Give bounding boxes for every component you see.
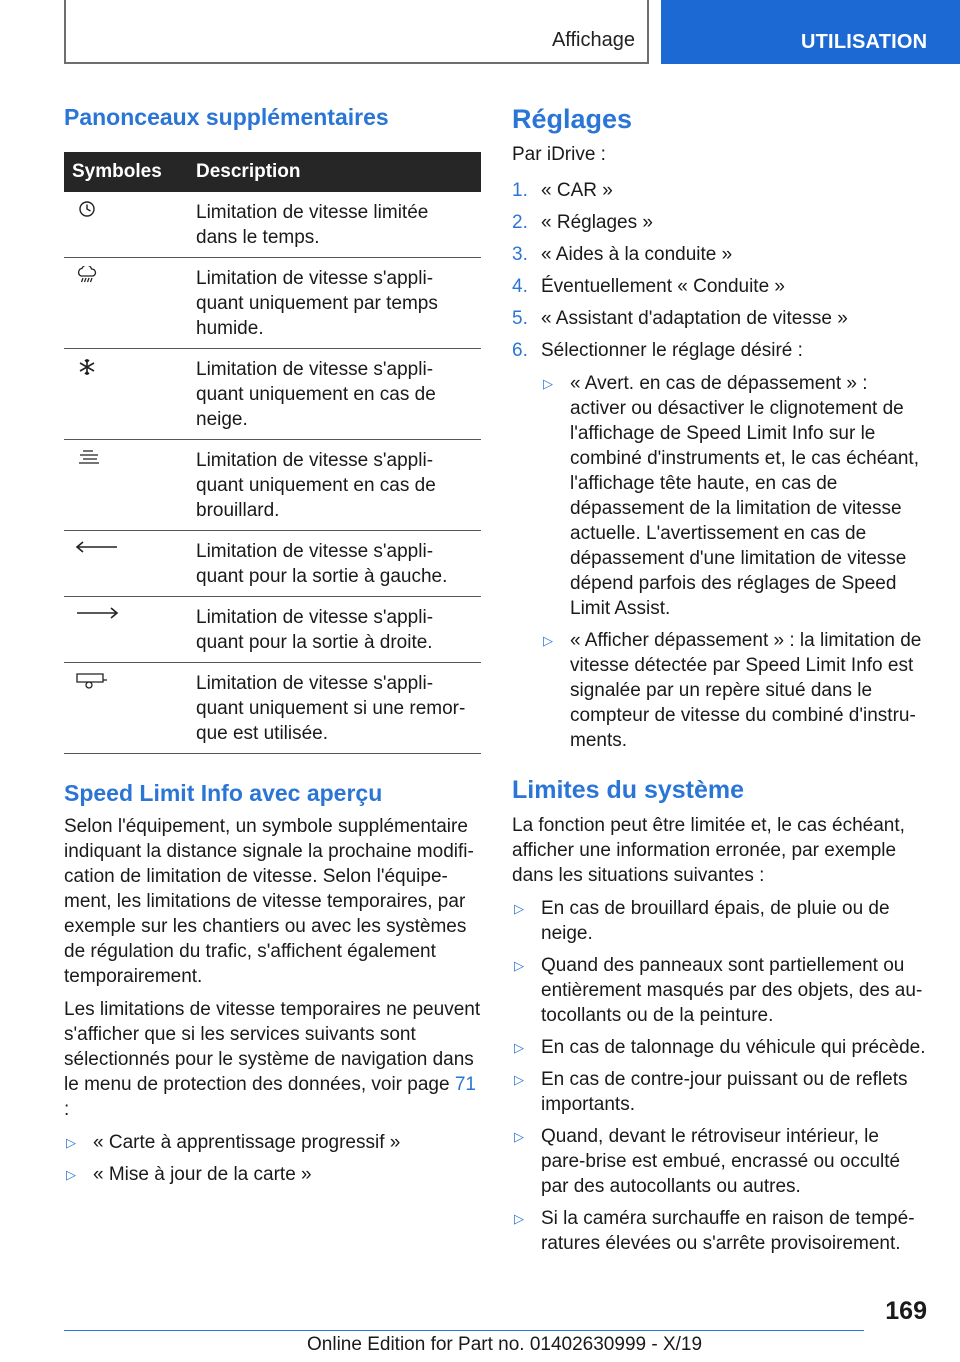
page-number: 169: [885, 1297, 927, 1325]
list-item: ▷ Quand, devant le rétroviseur intérieur, le pare-brise est embué, encrassé ou occulté par des autocollants ou autres.: [514, 1126, 901, 1197]
list-item: 6. Sélectionner le réglage désiré : ▷ « Avert. en cas de dépassement » : activer ou désactiver le clignotement de l'affichage de Speed Limit Info sur le combiné d'instruments et, le cas échéant, l'affichage tête haute, en cas de dépassement de la limitation de vitesse actuelle. L'avertissement en cas de dépassement d'une limitation de vitesse dépend parfois des réglages de Speed Limit Assist. ▷ « Afficher dépassement » : la limitation de vitesse détectée par Speed Limit Info est signalée par un repère situé dans le compteur de vitesse du combiné d'instruments.: [512, 338, 928, 753]
paragraph: La fonction peut être limitée et, le cas échéant, afficher une information erronée, par exemple dans les situations suivantes :: [512, 815, 905, 886]
table-row: [64, 349, 481, 440]
list-item: ▷ « Carte à apprentissage progressif »: [66, 1132, 401, 1153]
table-row: [64, 663, 481, 754]
list-item: 2. « Réglages »: [512, 212, 653, 233]
row-description: Limitation de vitesse s'appliquant uniquement par temps humide.: [188, 258, 481, 349]
table-row: [64, 531, 481, 597]
section-title-speed-limit-info: Speed Limit Info avec aperçu: [64, 780, 383, 806]
trailer-icon: [75, 671, 109, 691]
header-section-box: [64, 0, 649, 64]
column-header-description: Description: [188, 152, 481, 192]
table-row: [64, 597, 481, 663]
clock-icon: [75, 200, 99, 218]
paragraph: Par iDrive :: [512, 144, 606, 165]
list-item: ▷ En cas de contre-jour puissant ou de reflets importants.: [514, 1069, 908, 1115]
arrow-left-icon: [75, 539, 119, 555]
snowflake-icon: [75, 357, 99, 377]
right-column: [512, 102, 928, 1263]
table-row: [64, 440, 481, 531]
bullet-triangle-icon: ▷: [514, 1211, 524, 1226]
bullet-triangle-icon: ▷: [514, 958, 524, 973]
list-item: 1. « CAR »: [512, 180, 613, 201]
bullet-triangle-icon: ▷: [543, 633, 553, 648]
rain-cloud-icon: [75, 266, 99, 286]
header-chapter-box: [661, 0, 960, 64]
list-item: ▷ « Mise à jour de la carte »: [66, 1164, 312, 1185]
list-item: 4. Éventuellement « Conduite »: [512, 276, 785, 297]
row-description: Limitation de vitesse s'appliquant uniquement si une remorque est utilisée.: [188, 663, 481, 754]
header-section-title: Affichage: [551, 29, 635, 51]
section-title-system-limits: Limites du système: [512, 776, 745, 804]
paragraph: Les limitations de vitesse temporaires ne peuvent s'afficher que si les services suivants sont sélectionnés pour le système de navigation dans le menu de protection des données, voir page 71 :: [64, 999, 481, 1120]
row-description: Limitation de vitesse s'appliquant uniquement en cas de neige.: [188, 349, 481, 440]
list-item: ▷ Si la caméra surchauffe en raison de températures élevées ou s'arrête provisoirement.: [514, 1208, 915, 1254]
services-list: [64, 1130, 481, 1187]
row-description: Limitation de vitesse limitée dans le temps.: [188, 192, 481, 258]
table-row: [64, 258, 481, 349]
header-chapter-title: UTILISATION: [801, 31, 928, 53]
bullet-triangle-icon: ▷: [66, 1135, 76, 1150]
setting-options-list: [541, 371, 928, 753]
steps-list: [512, 178, 928, 753]
bullet-triangle-icon: ▷: [66, 1167, 76, 1182]
list-item: ▷ Quand des panneaux sont partiellement ou entièrement masqués par des objets, des autocollants ou de la peinture.: [514, 955, 923, 1026]
list-item: 5. « Assistant d'adaptation de vitesse »: [512, 308, 848, 329]
paragraph: Selon l'équipement, un symbole supplémentaire indiquant la distance signale la prochaine modification de limitation de vitesse. Selon l'équipement, les limitations de vitesse temporaires, par exemple sur les chantiers ou avec les systèmes de régulation du trafic, s'affichent également temporairement.: [64, 816, 474, 987]
section-title-supplementary-signs: Panonceaux supplémentaires: [64, 104, 389, 130]
left-column: [64, 102, 481, 1194]
list-item: ▷ En cas de brouillard épais, de pluie ou de neige.: [514, 898, 890, 944]
symbols-table: [64, 152, 481, 754]
bullet-triangle-icon: ▷: [514, 1040, 524, 1055]
fog-icon: [75, 448, 103, 468]
bullet-triangle-icon: ▷: [543, 376, 553, 391]
list-item: 3. « Aides à la conduite »: [512, 244, 733, 265]
row-description: Limitation de vitesse s'appliquant pour la sortie à gauche.: [188, 531, 481, 597]
table-row: [64, 192, 481, 258]
page-reference-link[interactable]: 71: [454, 1074, 476, 1095]
column-header-symbols: Symboles: [64, 152, 188, 192]
footer-divider: [64, 1330, 864, 1331]
bullet-triangle-icon: ▷: [514, 1129, 524, 1144]
list-item: ▷ « Avert. en cas de dépassement » : activer ou désactiver le clignotement de l'affichage de Speed Limit Info sur le combiné d'instruments et, le cas échéant, l'affichage tête haute, en cas de dépassement de la limitation de vitesse actuelle. L'avertissement en cas de dépassement d'une limitation de vitesse dépend parfois des réglages de Speed Limit Assist.: [543, 373, 919, 619]
list-item: ▷ En cas de talonnage du véhicule qui précède.: [514, 1037, 926, 1058]
list-item: ▷ « Afficher dépassement » : la limitation de vitesse détectée par Speed Limit Info est signalée par un repère situé dans le compteur de vitesse du combiné d'instruments.: [543, 630, 922, 751]
bullet-triangle-icon: ▷: [514, 901, 524, 916]
limits-list: [512, 896, 928, 1256]
bullet-triangle-icon: ▷: [514, 1072, 524, 1087]
row-description: Limitation de vitesse s'appliquant pour la sortie à droite.: [188, 597, 481, 663]
row-description: Limitation de vitesse s'appliquant uniquement en cas de brouillard.: [188, 440, 481, 531]
footer-edition-text: Online Edition for Part no. 01402630999 - X/19: [307, 1334, 703, 1355]
section-title-settings: Réglages: [512, 104, 633, 134]
arrow-right-icon: [75, 605, 119, 621]
